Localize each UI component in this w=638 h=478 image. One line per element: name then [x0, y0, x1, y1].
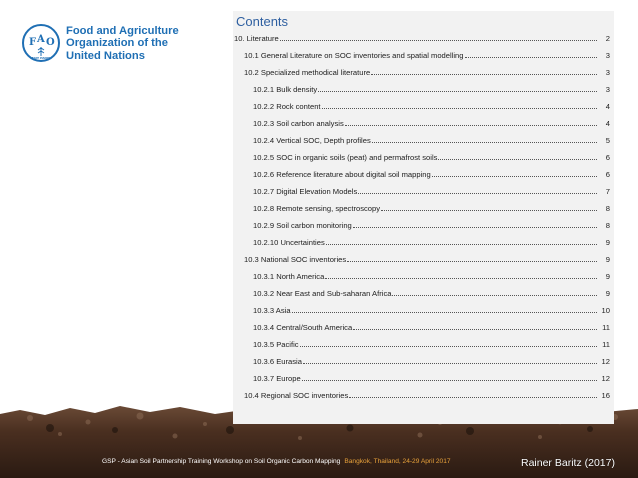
toc-dot-leader: [326, 244, 597, 245]
fao-name-line-3: United Nations: [66, 49, 145, 62]
toc-entry-title: 10.2.5 SOC in organic soils (peat) and permafrost soils: [253, 153, 438, 162]
toc-entry-page: 11: [602, 340, 610, 349]
toc-entry[interactable]: [233, 371, 614, 383]
toc-dot-leader: [358, 193, 597, 194]
toc-dot-leader: [292, 312, 597, 313]
toc-entry-title: 10.2.2 Rock content: [253, 102, 321, 111]
toc-dot-leader: [353, 227, 597, 228]
toc-dot-leader: [349, 397, 597, 398]
toc-entry[interactable]: [233, 201, 614, 213]
toc-entry[interactable]: [233, 303, 614, 315]
toc-entry-title: 10. Literature: [234, 34, 279, 43]
toc-entry-title: 10.3.6 Eurasia: [253, 357, 302, 366]
toc-dot-leader: [345, 125, 597, 126]
toc-entry[interactable]: [233, 354, 614, 366]
toc-dot-leader: [280, 40, 597, 41]
fao-logo: [22, 24, 192, 66]
toc-dot-leader: [300, 346, 597, 347]
toc-dot-leader: [303, 363, 597, 364]
footer-location: Bangkok, Thailand, 24-29 April 2017: [344, 458, 451, 465]
toc-entry-title: 10.4 Regional SOC inventories: [244, 391, 349, 400]
toc-dot-leader: [438, 159, 597, 160]
toc-entry-page: 3: [605, 68, 610, 77]
emblem-letter-a: A: [37, 34, 45, 45]
toc-entry-title: 10.1 General Literature on SOC inventories and spatial modelling: [244, 51, 464, 60]
toc-entry-page: 16: [601, 391, 610, 400]
toc-entry-title: 10.3.3 Asia: [253, 306, 291, 315]
toc-entry[interactable]: [233, 99, 614, 111]
toc-entry-page: 6: [605, 170, 610, 179]
toc-entry[interactable]: [233, 218, 614, 230]
toc-dot-leader: [325, 278, 597, 279]
toc-entry[interactable]: [233, 167, 614, 179]
toc-dot-leader: [302, 380, 597, 381]
footer-event: GSP - Asian Soil Partnership Training Workshop on Soil Organic Carbon Mapping: [102, 458, 341, 465]
fao-emblem-icon: [22, 24, 60, 62]
toc-entry-page: 3: [605, 85, 610, 94]
toc-entry-page: 9: [605, 272, 610, 281]
emblem-letter-o: O: [46, 37, 55, 48]
toc-entry-page: 4: [605, 119, 610, 128]
toc-entry[interactable]: [233, 133, 614, 145]
toc-entry[interactable]: [233, 65, 614, 77]
toc-dot-leader: [347, 261, 597, 262]
toc-dot-leader: [381, 210, 597, 211]
toc-entry-page: 10: [601, 306, 610, 315]
toc-entry-page: 9: [605, 255, 610, 264]
toc-entry-page: 9: [605, 289, 610, 298]
toc-entry-page: 11: [602, 323, 610, 332]
fao-name-line-1: Food and Agriculture: [66, 25, 179, 37]
toc-entry-title: 10.3.7 Europe: [253, 374, 301, 383]
toc-entry[interactable]: [233, 82, 614, 94]
toc-dot-leader: [318, 91, 597, 92]
toc-entry-page: 6: [605, 153, 610, 162]
toc-entry-title: 10.2.6 Reference literature about digital soil mapping: [253, 170, 431, 179]
toc-entry-page: 5: [605, 136, 610, 145]
toc-entry-title: 10.3.4 Central/South America: [253, 323, 353, 332]
toc-dot-leader: [353, 329, 597, 330]
toc-entry[interactable]: [233, 269, 614, 281]
toc-entry[interactable]: [233, 31, 614, 43]
toc-entry[interactable]: [233, 320, 614, 332]
toc-entry-title: 10.3.2 Near East and Sub-saharan Africa: [253, 289, 392, 298]
toc-entry-page: 7: [605, 187, 610, 196]
toc-entry-title: 10.2.7 Digital Elevation Models: [253, 187, 358, 196]
toc-entry-page: 9: [605, 238, 610, 247]
emblem-letter-f: F: [29, 37, 37, 48]
emblem-graphic: [24, 26, 58, 60]
toc-entry-page: 8: [605, 204, 610, 213]
toc-dot-leader: [372, 142, 597, 143]
toc-entry[interactable]: [233, 252, 614, 264]
emblem-motto: FIAT PANIS: [31, 56, 51, 60]
toc-entry[interactable]: [233, 184, 614, 196]
contents-title: Contents: [236, 14, 289, 29]
toc-entry-title: 10.2.10 Uncertainties: [253, 238, 325, 247]
toc-entry-page: 12: [601, 357, 610, 366]
image-credit: Rainer Baritz (2017): [521, 457, 615, 469]
contents-panel: [233, 11, 614, 424]
toc-entry-page: 8: [605, 221, 610, 230]
toc-entry[interactable]: [233, 116, 614, 128]
toc-entry-title: 10.2.8 Remote sensing, spectroscopy: [253, 204, 381, 213]
toc-entry-title: 10.3.5 Pacific: [253, 340, 299, 349]
toc-entry[interactable]: [233, 150, 614, 162]
fao-name: [66, 25, 196, 62]
fao-name-line-2: Organization of the: [66, 37, 168, 50]
toc-entry[interactable]: [233, 48, 614, 60]
toc-entry[interactable]: [233, 388, 614, 400]
wheat-ear-icon: [38, 47, 44, 56]
toc-dot-leader: [432, 176, 597, 177]
footer-caption: [102, 458, 451, 465]
toc-dot-leader: [392, 295, 597, 296]
toc-entry-title: 10.2 Specialized methodical literature: [244, 68, 371, 77]
toc-entry-title: 10.2.3 Soil carbon analysis: [253, 119, 344, 128]
toc-entry-page: 3: [605, 51, 610, 60]
toc-entry-page: 12: [601, 374, 610, 383]
toc-entry-title: 10.3.1 North America: [253, 272, 325, 281]
toc-entry[interactable]: [233, 337, 614, 349]
toc-dot-leader: [322, 108, 597, 109]
toc-entry[interactable]: [233, 286, 614, 298]
toc-dot-leader: [465, 57, 597, 58]
toc-entry-title: 10.3 National SOC inventories: [244, 255, 347, 264]
toc-entry-title: 10.2.1 Bulk density: [253, 85, 318, 94]
toc-entry-page: 4: [605, 102, 610, 111]
toc-entry[interactable]: [233, 235, 614, 247]
toc-entry-title: 10.2.4 Vertical SOC, Depth profiles: [253, 136, 371, 145]
toc-entry-title: 10.2.9 Soil carbon monitoring: [253, 221, 352, 230]
toc-dot-leader: [371, 74, 597, 75]
toc-entry-page: 2: [605, 34, 610, 43]
